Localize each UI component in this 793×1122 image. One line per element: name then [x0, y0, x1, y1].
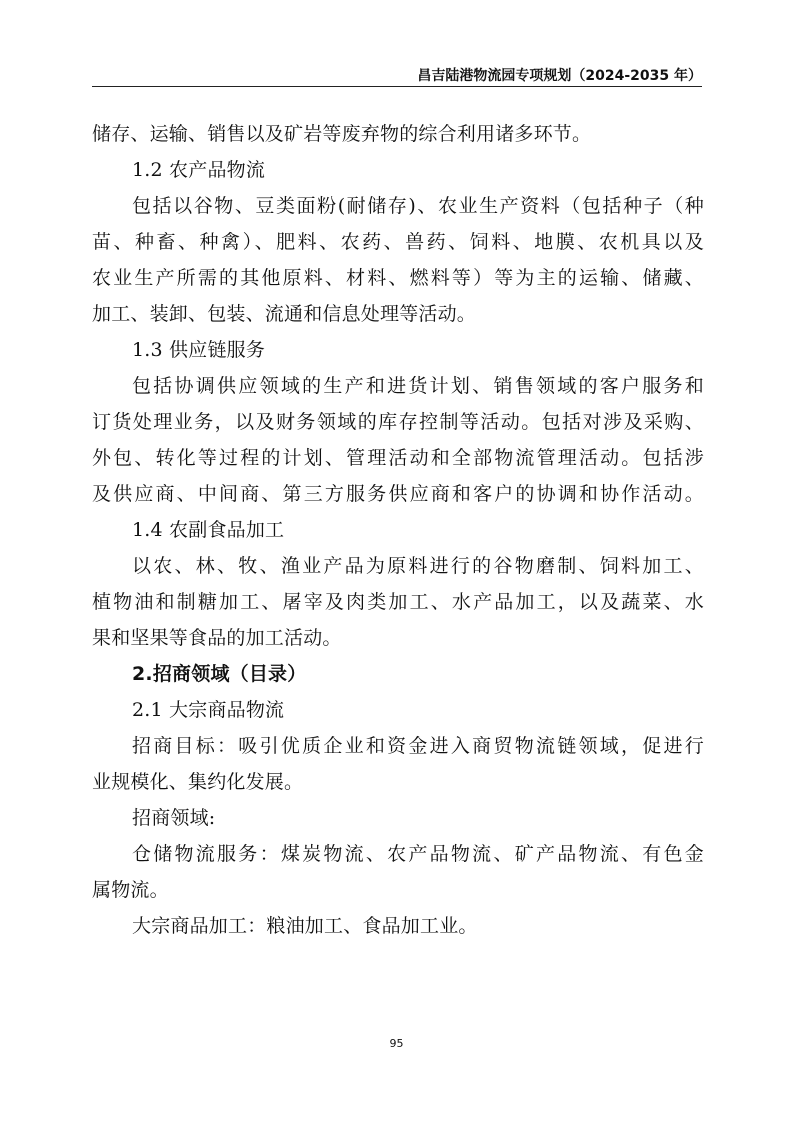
text-line: 订货处理业务，以及财务领域的库存控制等活动。包括对涉及采购、	[92, 411, 704, 433]
text-line: 植物油和制糖加工、屠宰及肉类加工、水产品加工，以及蔬菜、水	[92, 591, 704, 613]
text-line: 包括以谷物、豆类面粉(耐储存)、农业生产资料（包括种子（种	[132, 195, 704, 217]
chapter-heading: 2.招商领域（目录）	[132, 663, 307, 685]
document-body	[92, 116, 704, 944]
text-line: 业规模化、集约化发展。	[92, 771, 304, 793]
section-heading: 1.3 供应链服务	[132, 339, 266, 361]
text-line: 包括协调供应领域的生产和进货计划、销售领域的客户服务和	[132, 375, 704, 397]
text-line: 储存、运输、销售以及矿岩等废弃物的综合利用诸多环节。	[92, 123, 592, 145]
text-line: 大宗商品加工：粮油加工、食品加工业。	[132, 915, 478, 937]
text-line: 苗、种畜、种禽）、肥料、农药、兽药、饲料、地膜、农机具以及	[92, 231, 704, 253]
section-heading: 1.4 农副食品加工	[132, 519, 285, 541]
text-line: 及供应商、中间商、第三方服务供应商和客户的协调和协作活动。	[92, 483, 704, 505]
text-line: 果和坚果等食品的加工活动。	[92, 627, 342, 649]
text-line: 加工、装卸、包装、流通和信息处理等活动。	[92, 303, 477, 325]
text-line: 招商目标：吸引优质企业和资金进入商贸物流链领域，促进行	[132, 735, 704, 757]
section-heading: 1.2 农产品物流	[132, 159, 266, 181]
text-line: 仓储物流服务：煤炭物流、农产品物流、矿产品物流、有色金	[132, 843, 704, 865]
text-line: 以农、林、牧、渔业产品为原料进行的谷物磨制、饲料加工、	[132, 555, 704, 577]
page-number: 95	[389, 1037, 404, 1050]
text-line: 属物流。	[92, 879, 169, 901]
section-heading: 2.1 大宗商品物流	[132, 699, 285, 721]
page-header	[92, 62, 702, 87]
header-title: 昌吉陆港物流园专项规划（2024-2035 年）	[417, 68, 702, 84]
text-line: 招商领域:	[132, 807, 216, 829]
text-line: 外包、转化等过程的计划、管理活动和全部物流管理活动。包括涉	[92, 447, 704, 469]
text-line: 农业生产所需的其他原料、材料、燃料等）等为主的运输、储藏、	[92, 267, 704, 289]
